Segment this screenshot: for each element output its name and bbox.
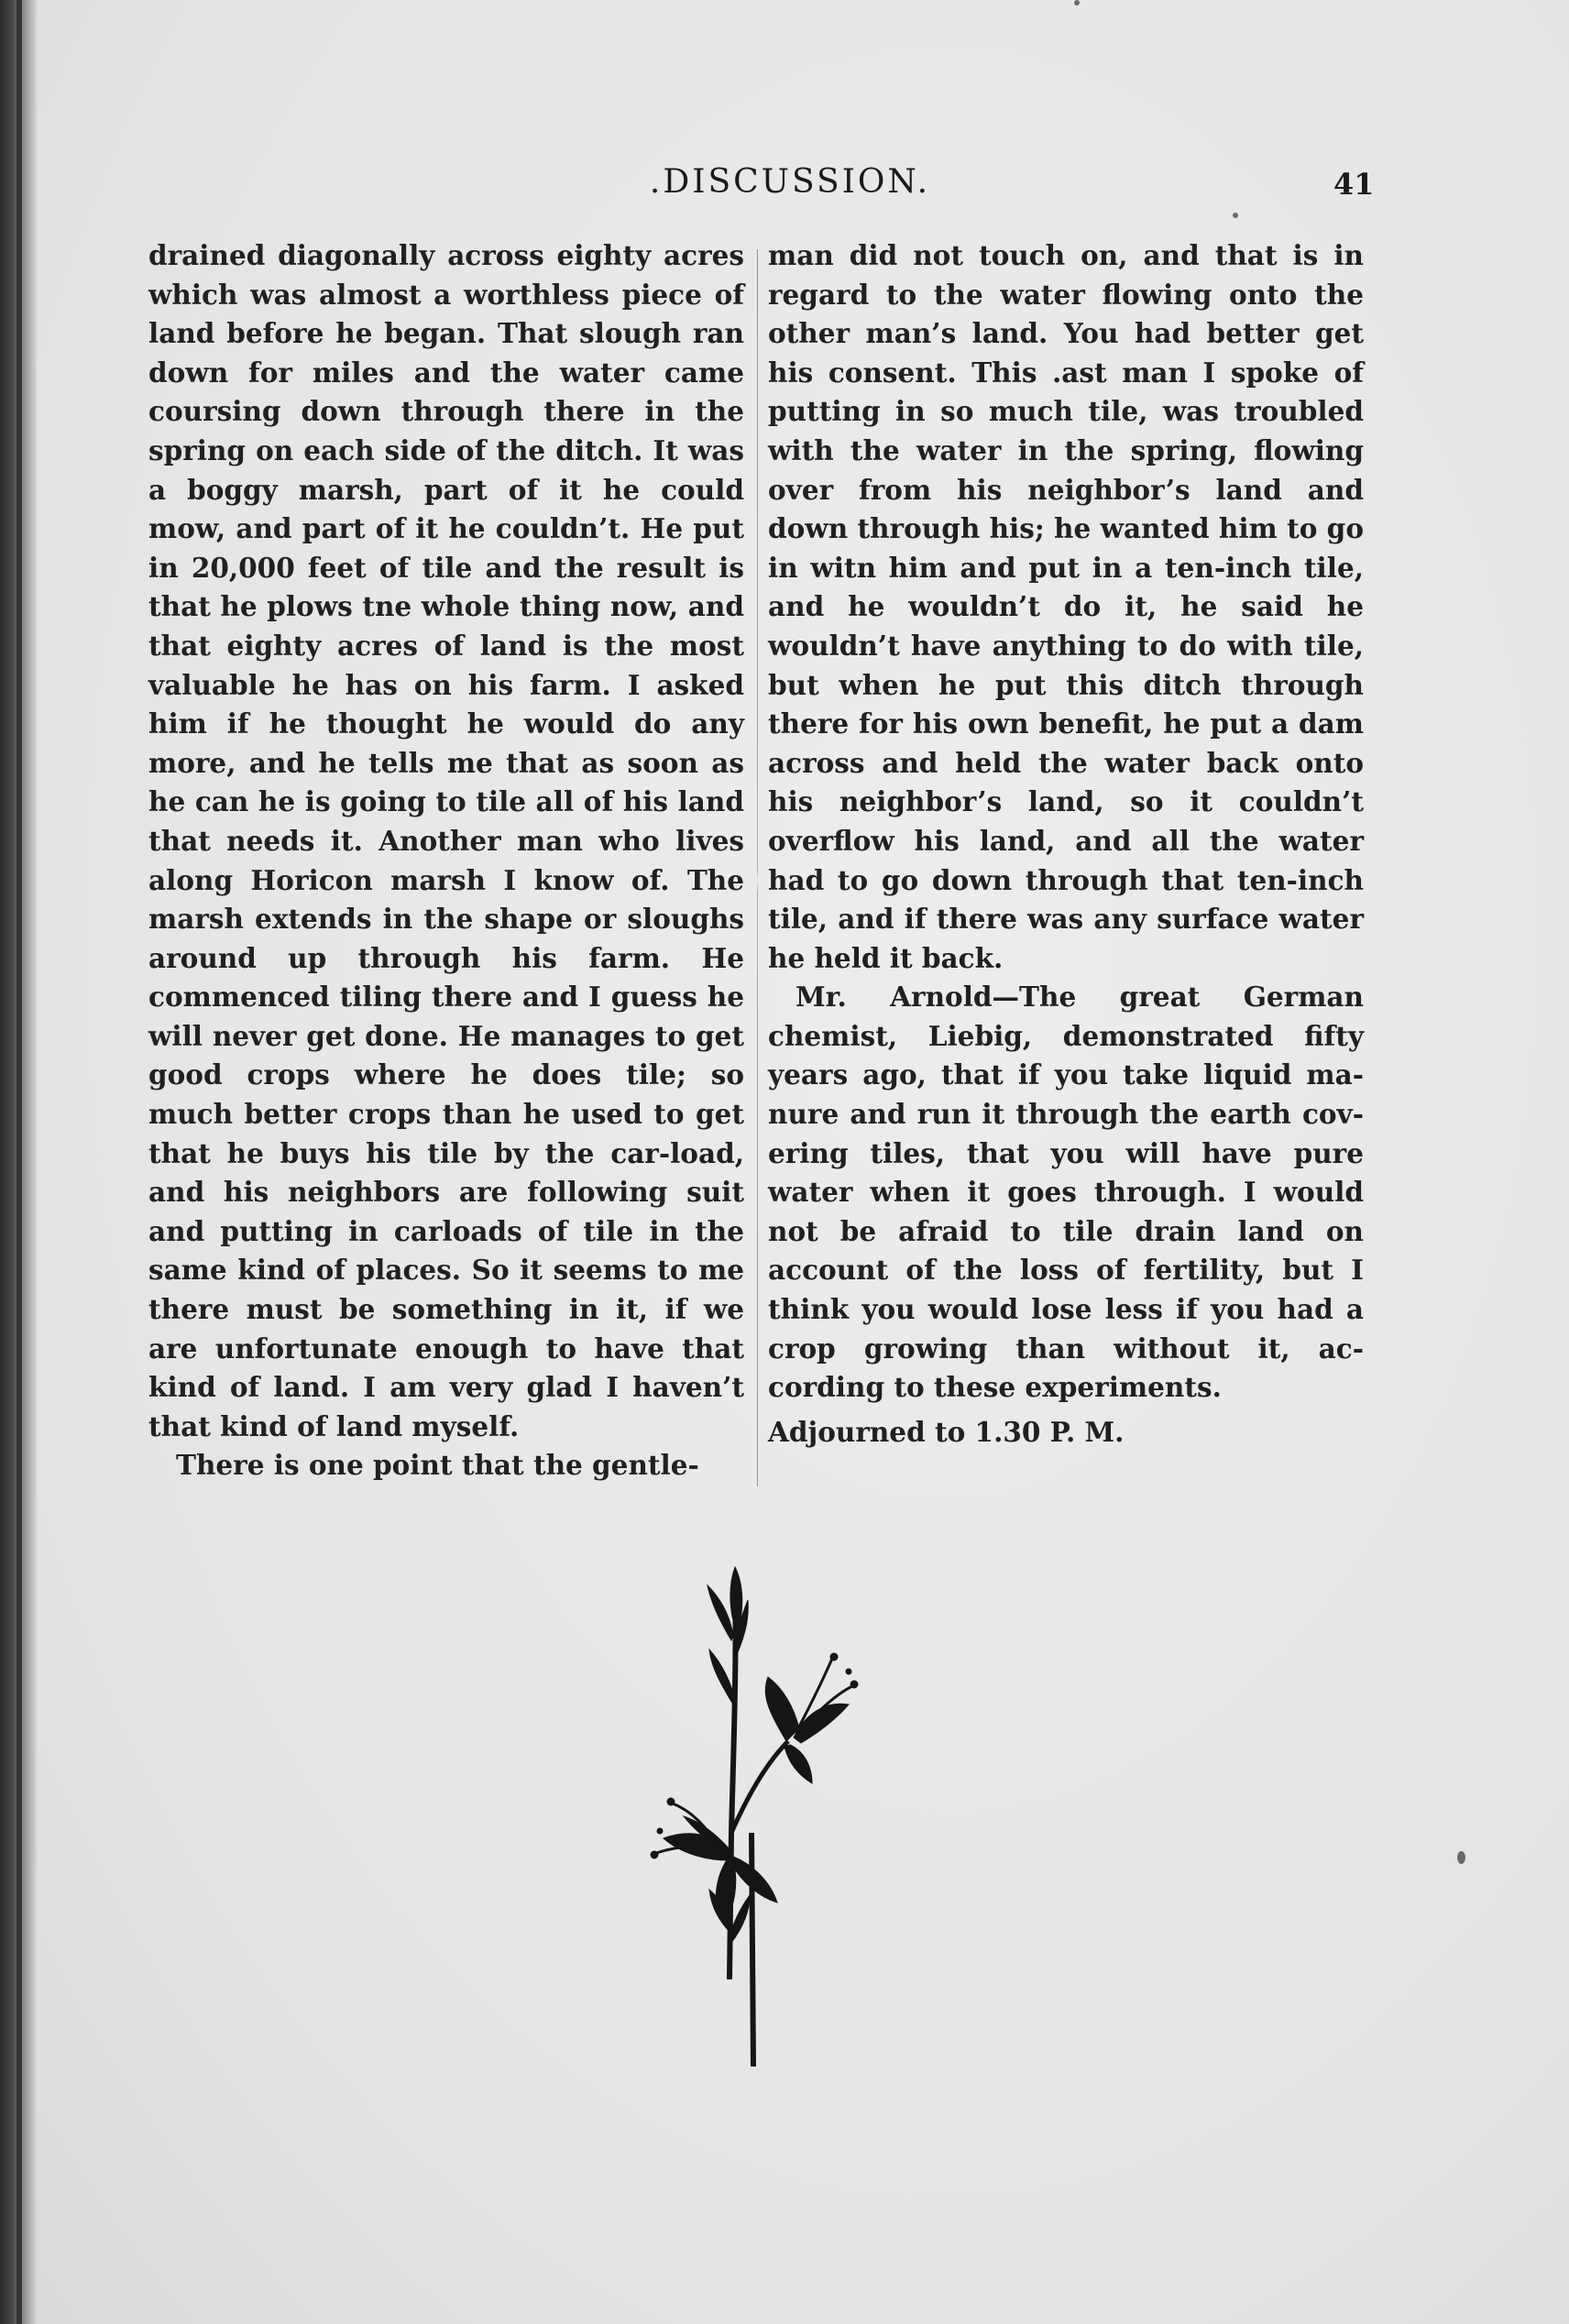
ink-speck: [1074, 0, 1080, 5]
left-paragraph-1: drained diagonally across eighty acres which was almost a worthless piece of land before he began. That slough ran down for miles and the water came coursing down through there in the spring on each side of the ditch. It was a boggy marsh, part of it he could mow, and part of it he couldn’t. He put in 20,000 feet of tile and the result is that he plows tne whole thing now, and that eighty acres of land is the most valuable he has on his farm. I asked him if he thought he would do any more, and he tells me that as soon as he can he is going to tile all of his land that needs it. Another man who lives along Horicon marsh I know of. The marsh extends in the shape or sloughs around up through his farm. He commenced tiling there and I guess he will never get done. He manages to get good crops where he does tile; so much better crops than he used to get that he buys his tile by the car-load, and his neighbors are following suit and putting in carloads of tile in the same kind of places. So it seems to me there must be something in it, if we are unfortunate enough to have that kind of land. I am very glad I haven’t that kind of land myself.: [148, 239, 744, 1442]
right-paragraph-2: Mr. Arnold—The great German chemist, Liebig, demonstrated fifty years ago, that if you take liquid ma-nure and run it through the earth cov-ering tiles, that you will have pure water when it goes through. I would not be afraid to tile drain land on account of the loss of fertility, but I think you would lose less if you had a crop growing than without it, ac-cording to these experiments.: [768, 981, 1364, 1404]
column-divider: [757, 249, 758, 1486]
right-text-column: [768, 236, 1364, 1452]
right-paragraph-1: man did not touch on, and that is in regard to the water flowing onto the other man’s land. You had better get his consent. This .ast man I spoke of putting in so much tile, was troubled with the water in the spring, flowing over from his neighbor’s land and down through his; he wanted him to go in witn him and put in a ten-inch tile, and he wouldn’t do it, he said he wouldn’t have anything to do with tile, but when he put this ditch through there for his own benefit, he put a dam across and held the water back onto his neighbor’s land, so it couldn’t overflow his land, and all the water had to go down through that ten-inch tile, and if there was any surface water he held it back.: [768, 239, 1364, 974]
book-spine-edge: [16, 0, 22, 2324]
lily-ornament-icon: [632, 1558, 871, 2071]
ink-speck: [1233, 213, 1238, 218]
left-text-column: [148, 236, 744, 1485]
adjournment-line: Adjourned to 1.30 P. M.: [768, 1415, 1125, 1448]
ink-speck: [1457, 1851, 1465, 1864]
page-number: 41: [1333, 167, 1375, 202]
left-paragraph-2: There is one point that the gentle-: [176, 1449, 699, 1482]
running-header-title: .DISCUSSION.: [649, 163, 931, 201]
